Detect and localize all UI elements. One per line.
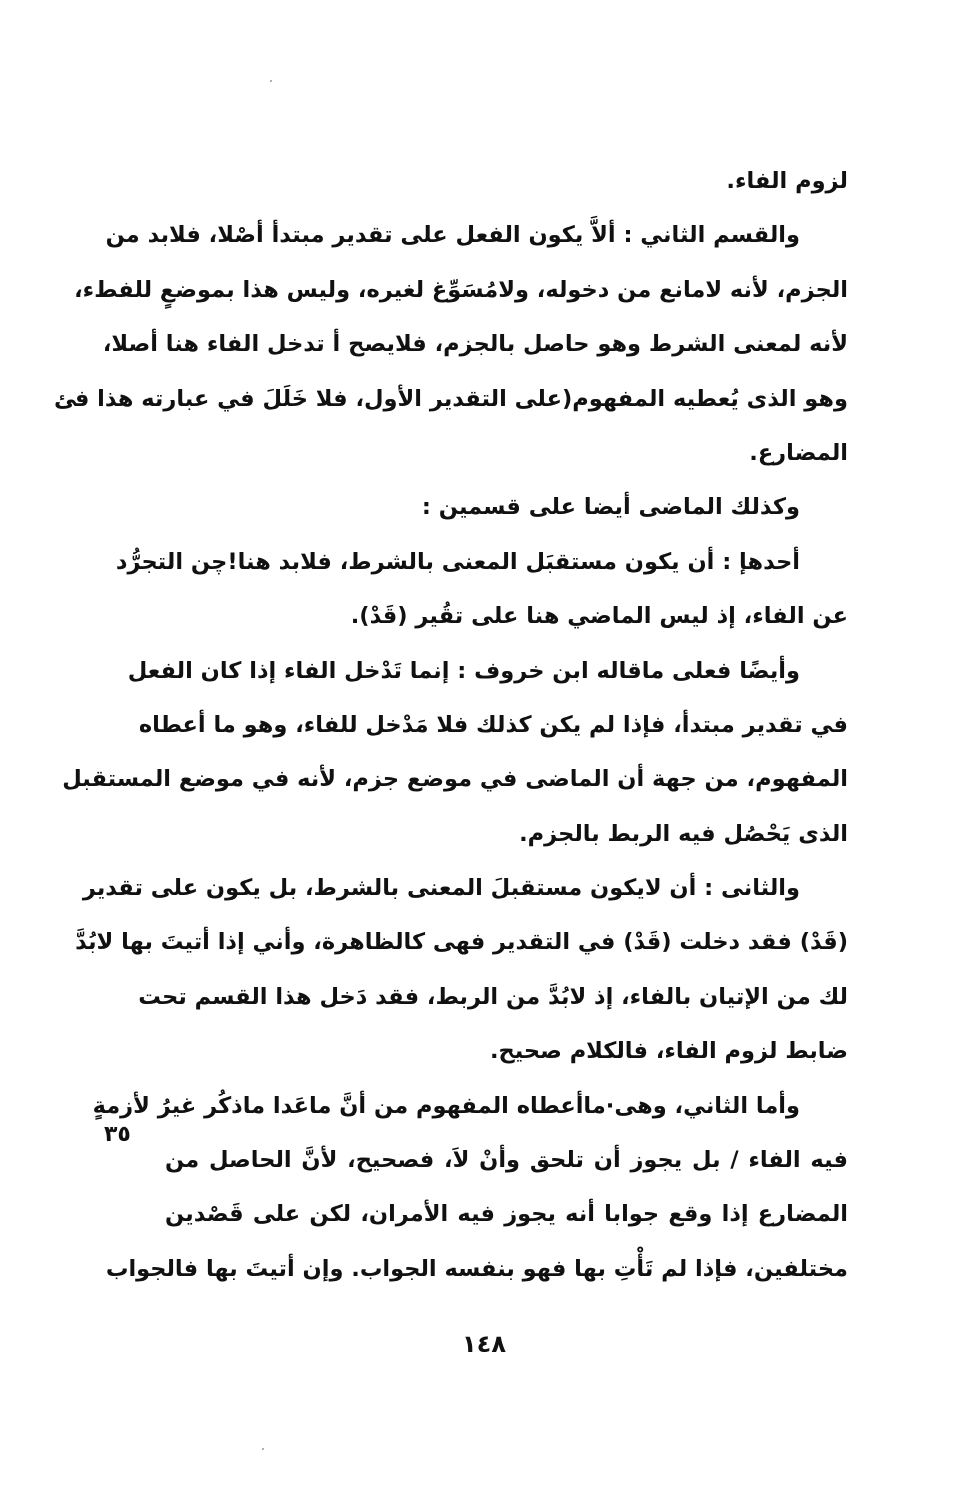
text-line: الذى يَحْصُل فيه الربط بالجزم. — [519, 820, 848, 847]
text-line: وكذلك الماضى أيضا على قسمين : — [421, 494, 800, 521]
scan-speck — [262, 1448, 264, 1450]
text-line: ضابط لزوم الفاء، فالكلام صحيح. — [489, 1038, 848, 1065]
scan-speck — [270, 80, 272, 82]
text-line: الجزم، لأنه لامانع من دخوله، ولامُسَوِّغ لغيره، وليس هذا بموضعٍ للفطء، — [74, 276, 848, 303]
text-line: وأما الثاني، وهى·ماأعطاه المفهوم من أنَّ ماعَدا ماذكُر غيرُ لأزمةٍ — [92, 1092, 800, 1119]
text-line: أحدهإ : أن يكون مستقبَل المعنى بالشرط، فلابد هنا!چن التجرُّد — [115, 548, 800, 575]
text-line: في تقدير مبتدأ، فإذا لم يكن كذلك فلا مَدْخل للفاء، وهو ما أعطاه — [138, 711, 848, 738]
margin-line-number: ٣٥ — [104, 1122, 131, 1147]
text-line: لزوم الفاء. — [726, 168, 848, 194]
page-number: ١٤٨ — [462, 1330, 506, 1358]
text-line: (قَدْ) فقد دخلت (قَدْ) في التقدير فهى كالظاهرة، وأني إذا أتيتَ بها لابُدَّ — [75, 929, 848, 956]
text-line: والثانى : أن لايكون مستقبلَ المعنى بالشرط، بل يكون على تقدير — [82, 875, 800, 902]
text-line: لك من الإتيان بالفاء، إذ لابُدَّ من الربط، فقد دَخل هذا القسم تحت — [138, 983, 848, 1010]
text-line: وهو الذى يُعطيه المفهوم(على التقدير الأول، فلا خَلَلَ في عبارته هذا فئ — [53, 385, 848, 412]
text-line: مختلفين، فإذا لم تَأْتِ بها فهو بنفسه الجواب. وإن أتيتَ بها فالجواب — [105, 1255, 848, 1282]
text-line: المفهوم، من جهة أن الماضى في موضع جزم، لأنه في موضع المستقبل — [62, 766, 848, 793]
text-line: عن الفاء، إذ ليس الماضي هنا على تقُير (قَدْ). — [350, 603, 848, 630]
text-line: وأيضًا فعلى ماقاله ابن خروف : إنما تَدْخل الفاء إذا كان الفعل — [127, 657, 800, 684]
text-line: المضارع. — [749, 439, 848, 466]
text-line: لأنه لمعنى الشرط وهو حاصل بالجزم، فلايصح أ تدخل الفاء هنا أصلا، — [102, 331, 848, 358]
text-line: المضارع إذا وقع جوابا أنه يجوز فيه الأمران، لكن على قَصْدين — [165, 1201, 848, 1228]
text-line: والقسم الثاني : ألاَّ يكون الفعل على تقدير مبتدأ أصْلا، فلابد من — [105, 222, 800, 249]
text-line: فيه الفاء / بل يجوز أن تلحق وأنْ لاَ، فصحيح، لأنَّ الحاصل من — [165, 1147, 848, 1174]
